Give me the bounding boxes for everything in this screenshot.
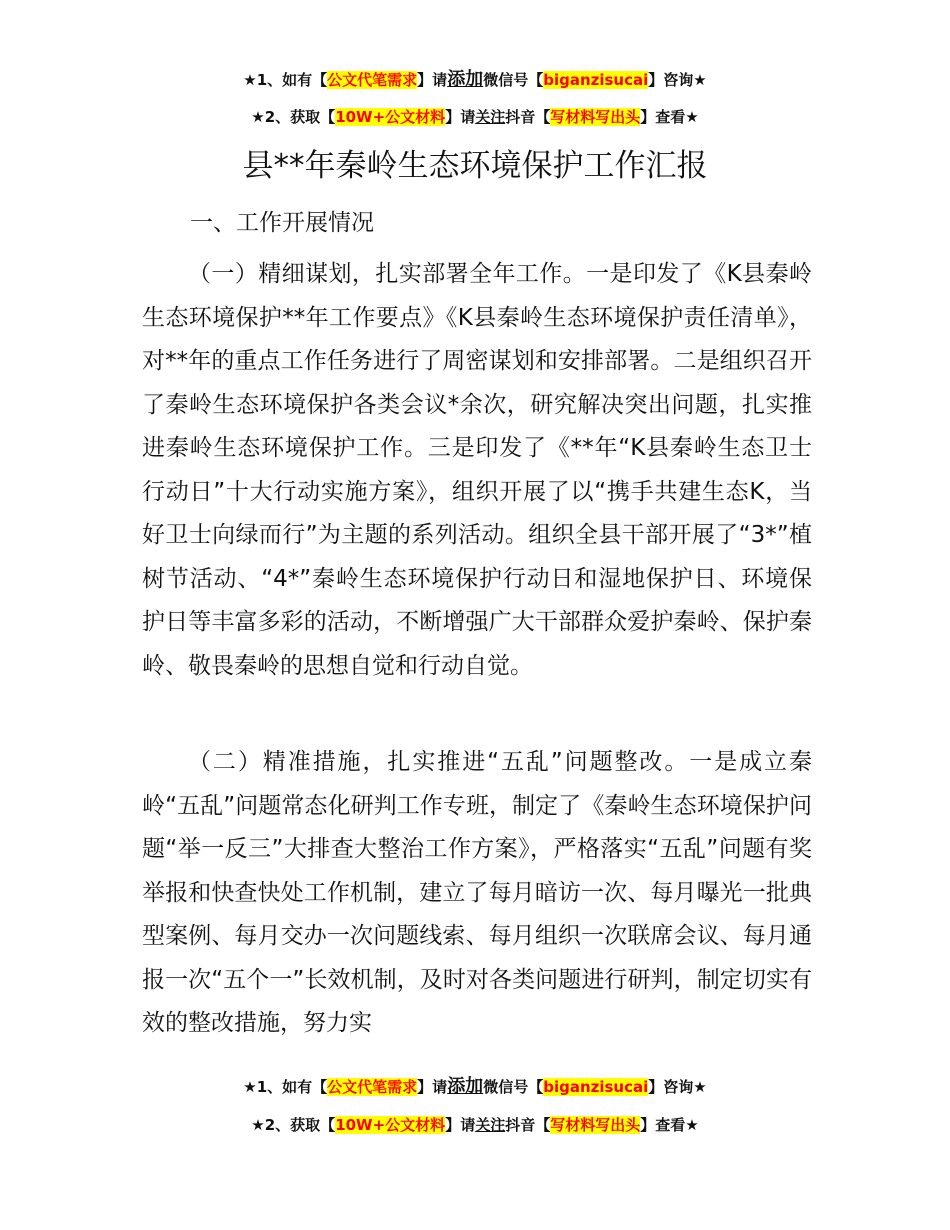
ad-highlight: 10W+公文材料	[335, 108, 446, 126]
ad-text: 】查看★	[640, 1116, 699, 1134]
ad-emphasis: 关注	[475, 108, 506, 126]
ad-text: 】请	[445, 108, 476, 126]
section-heading: 一、工作开展情况	[190, 210, 374, 236]
paragraph-2: （二）精准措施，扎实推进“五乱”问题整改。一是成立秦岭“五乱”问题常态化研判工作专班，制定了《秦岭生态环境保护问题“举一反三”大排查大整治工作方案》，严格落实“五乱”问题有奖举报和快查快处工作机制，建立了每月暗访一次、每月曝光一批典型案例、每月交办一次问题线索、每月组织一次联席会议、每月通报一次“五个一”长效机制，及时对各类问题进行研判，制定切实有效的整改措施，努力实	[142, 749, 812, 1036]
ad-text: 】请	[417, 71, 448, 89]
ad-wechat-id: biganzisucai	[543, 1078, 649, 1096]
ad-banner-top-line1	[0, 70, 950, 90]
ad-highlight: 10W+公文材料	[335, 1116, 446, 1134]
ad-emphasis: 添加	[447, 69, 484, 90]
document-title: 县**年秦岭生态环境保护工作汇报	[242, 148, 708, 184]
ad-text: 】咨询★	[648, 1078, 707, 1096]
ad-text: 微信号【	[483, 1078, 544, 1096]
ad-text: 】查看★	[640, 108, 699, 126]
ad-text: 微信号【	[483, 71, 544, 89]
ad-wechat-id: biganzisucai	[543, 71, 649, 89]
ad-emphasis: 添加	[447, 1076, 484, 1097]
ad-text: 】请	[417, 1078, 448, 1096]
ad-text: ★2、获取【	[251, 108, 336, 126]
ad-text: ★1、如有【	[243, 1078, 328, 1096]
ad-banner-bottom-line1	[0, 1077, 950, 1097]
ad-douyin-account: 写材料写出头	[550, 1116, 641, 1134]
ad-banner-bottom-line2	[0, 1115, 950, 1135]
ad-text: ★2、获取【	[251, 1116, 336, 1134]
ad-text: 】咨询★	[648, 71, 707, 89]
ad-text: ★1、如有【	[243, 71, 328, 89]
paragraph-1: （一）精细谋划，扎实部署全年工作。一是印发了《K县秦岭生态环境保护**年工作要点》《K县秦岭生态环境保护责任清单》，对**年的重点工作任务进行了周密谋划和安排部署。二是组织召开了秦岭生态环境保护各类会议*余次，研究解决突出问题，扎实推进秦岭生态环境保护工作。三是印发了《**年“K县秦岭生态卫士行动日”十大行动实施方案》，组织开展了以“携手共建生态K，当好卫士向绿而行”为主题的系列活动。组织全县干部开展了“3*”植树节活动、“4*”秦岭生态环境保护行动日和湿地保护日、环境保护日等丰富多彩的活动，不断增强广大干部群众爱护秦岭、保护秦岭、敬畏秦岭的思想自觉和行动自觉。	[142, 261, 812, 679]
ad-douyin-account: 写材料写出头	[550, 108, 641, 126]
ad-banner-top-line2	[0, 107, 950, 127]
ad-emphasis: 关注	[475, 1116, 506, 1134]
ad-highlight: 公文代笔需求	[327, 71, 418, 89]
ad-text: 】请	[445, 1116, 476, 1134]
ad-text: 抖音【	[505, 108, 551, 126]
ad-text: 抖音【	[505, 1116, 551, 1134]
ad-highlight: 公文代笔需求	[327, 1078, 418, 1096]
